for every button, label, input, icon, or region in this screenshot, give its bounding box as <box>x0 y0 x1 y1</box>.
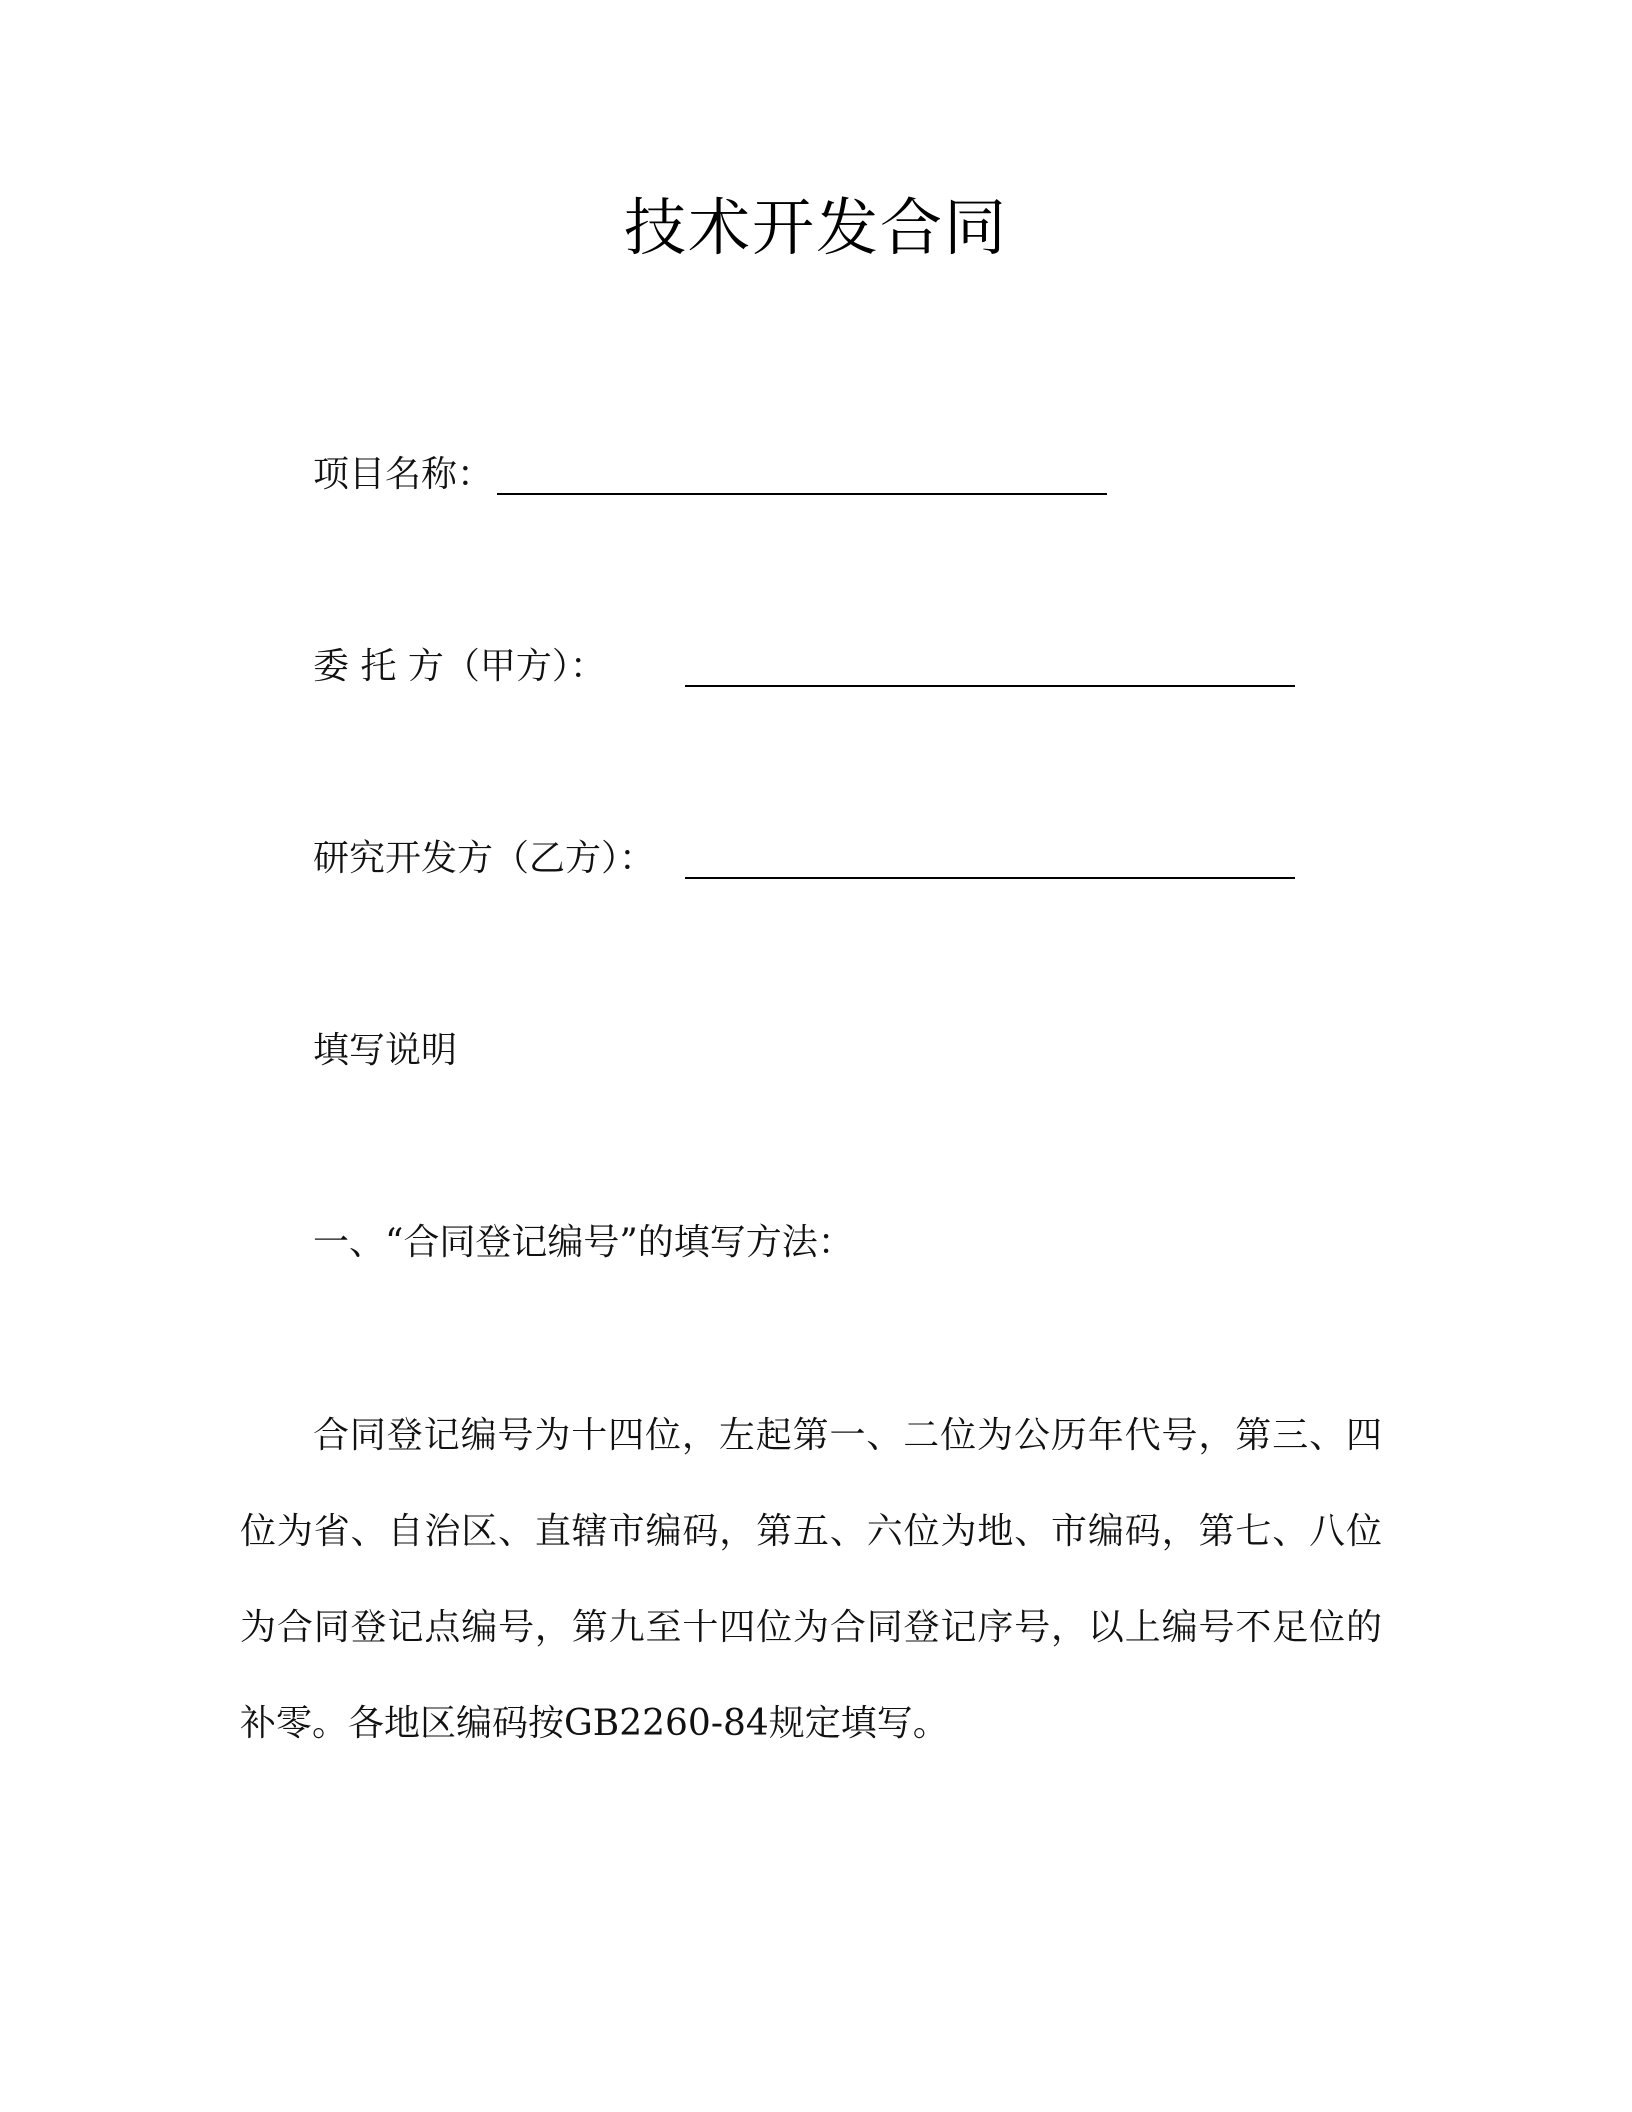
client-party-field <box>313 643 606 691</box>
developer-party-label: 研究开发方（乙方）： <box>313 838 656 879</box>
paragraph-line: 补零。各地区编码按GB2260-84规定填写。 <box>240 1703 949 1744</box>
client-party-label: 委 托 方（甲方）： <box>313 646 606 687</box>
instructions-heading: 填写说明 <box>313 1030 458 1071</box>
section-one-paragraph <box>240 1408 1382 1792</box>
project-name-label: 项目名称： <box>313 454 494 495</box>
developer-party-field <box>313 835 655 883</box>
project-name-blank-line[interactable] <box>497 493 1107 495</box>
section-one-heading: 一、“合同登记编号”的填写方法： <box>313 1222 854 1263</box>
project-name-field <box>313 451 493 499</box>
developer-party-blank-line[interactable] <box>685 877 1295 879</box>
paragraph-line: 为合同登记点编号，第九至十四位为合同登记序号，以上编号不足位的 <box>240 1607 1382 1648</box>
document-title: 技术开发合同 <box>623 191 1008 264</box>
client-party-blank-line[interactable] <box>685 685 1295 687</box>
paragraph-line: 合同登记编号为十四位，左起第一、二位为公历年代号，第三、四 <box>313 1415 1382 1456</box>
paragraph-line: 位为省、自治区、直辖市编码，第五、六位为地、市编码，第七、八位 <box>240 1511 1382 1552</box>
